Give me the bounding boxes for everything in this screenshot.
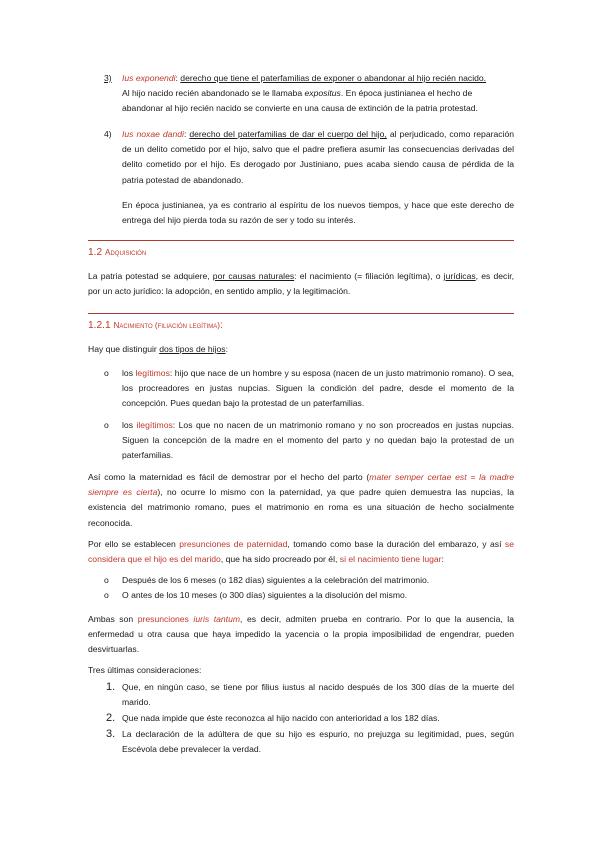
section-heading-1-2 [88, 245, 514, 260]
bullet-icon: o [104, 590, 109, 600]
term-iuris-tantum: iuris tantum [193, 614, 241, 624]
item-4-definition: derecho del paterfamilias de dar el cuerpo del hijo, [189, 129, 387, 139]
text-run: : el nacimiento (= filiación legítima), o [294, 271, 444, 281]
text-run: , es decir, por un acto jurídico: la adopción, en sentido amplio, y la legitimación. [88, 271, 515, 297]
term-ilegitimos: ilegítimos [136, 420, 173, 430]
acquisition-paragraph [88, 269, 514, 299]
section-number: 1.2.1 [88, 320, 111, 331]
text-run: Así como la maternidad es fácil de demostrar por el hecho del parto ( [88, 472, 370, 482]
bullet-icon: o [104, 368, 109, 378]
juridical-causes: jurídicas [443, 271, 476, 281]
intro-line [88, 342, 514, 357]
consideration-3: La declaración de la adúltera de que su hijo es espurio, no prejuzga su legitimidad, pues, según Escévola debe prevalecer la verdad. [122, 729, 514, 755]
term-legitimos: legítimos [135, 368, 170, 378]
item-3-paragraph [122, 71, 514, 117]
term-presunciones: presunciones de paternidad [179, 539, 288, 549]
term-presunciones: presunciones [137, 614, 194, 624]
item-4-paragraph [122, 127, 514, 188]
ordered-list-number: 1. [106, 681, 116, 693]
consideration-2: Que nada impide que éste reconozca al hijo nacido con anterioridad a los 182 días. [122, 713, 440, 723]
ordered-list-number: 3. [106, 728, 116, 740]
item-3-line2b: . En época justinianea el hecho de [340, 88, 473, 99]
text-run: los [122, 368, 136, 378]
iuris-tantum-paragraph [88, 612, 514, 658]
text-run: , es decir, admiten prueba en contrario. Por lo que la ausencia, la enfermedad u otra causa que haya impedido la yacencia o la propia imposibilidad de engendrar, pueden desvirtuarlas. [88, 614, 515, 655]
text-run: , tomando como base la duración del embarazo, y así [287, 539, 505, 549]
latin-maxim: mater semper certae est = la madre siempre es cierta [88, 472, 514, 498]
section-heading-1-2-1 [88, 318, 514, 333]
text-run: : Los que no nacen de un matrimonio romano y no son procreados en justas nupcias. Siguen la concepción de la madre en el momento del parto y no quedan bajo la protestad de un paterfamilias. [122, 420, 514, 461]
item-4-number: 4) [104, 129, 112, 139]
section-rule [88, 313, 514, 314]
text-run: La patria potestad se adquiere, [88, 271, 213, 281]
text-run: : [225, 344, 228, 354]
section-title: Nacimiento (filiación legítima) [113, 321, 220, 330]
text-run: Ambas son [88, 614, 138, 624]
section-rule [88, 240, 514, 241]
item-3-term: Ius exponendi [122, 73, 176, 83]
item-3-line2a: Al hijo nacido recién abandonado se le llamaba [122, 88, 305, 99]
text-run: : hijo que nace de un hombre y su esposa (nacen de un justo matrimonio romano). O sea, los procreadores en justas nupcias. Siguen la condición del padre, desde el momento de la concepción. Pues quedan bajo la protestad de un paterfamilias. [122, 368, 514, 409]
two-types: dos tipos de hijos [159, 344, 226, 354]
text-run: ), no ocurre lo mismo con la paternidad, ya que padre quien demuestra las nupcias, la existencia del matrimonio romano, pues el matrimonio en roma es una situación de hecho socialmente reconocida. [88, 487, 514, 528]
bullet-icon: o [104, 420, 109, 430]
item-3-number: 3) [104, 73, 112, 83]
item-3-definition: derecho que tiene el paterfamilias de exponer o abandonar al hijo recién nacido. [180, 73, 487, 83]
bullet-ilegitimos [122, 418, 514, 464]
term-nacimiento: si el nacimiento tiene lugar [339, 554, 442, 565]
item-3-expositus: expositus [304, 88, 341, 99]
item-4-term: Ius noxae dandi [122, 129, 184, 139]
condition-1: Después de los 6 meses (o 182 días) siguientes a la celebración del matrimonio. [122, 575, 430, 585]
item-4-paragraph-2: En época justinianea, ya es contrario al espíritu de los nuevos tiempos, y hace que este derecho de entrega del hijo pierda toda su razón de ser y todo su interés. [122, 200, 514, 226]
bullet-legitimos [122, 366, 514, 412]
three-considerations-heading: Tres últimas consideraciones: [88, 665, 202, 675]
bullet-icon: o [104, 575, 109, 585]
item-number [104, 71, 124, 86]
item-3-colon: : [175, 73, 178, 83]
presumptions-paragraph [88, 537, 514, 567]
item-4-colon: : [183, 129, 187, 139]
term-hijo-marido: se considera que el hijo es del marido [88, 539, 514, 565]
text-run: : [441, 554, 444, 565]
item-3-line3: abandonar al hijo recién nacido se convierte en una causa de extinción de la patria protestad. [122, 103, 478, 114]
section-colon: : [220, 320, 223, 331]
ordered-list-number: 2. [106, 712, 116, 724]
natural-causes: por causas naturales [212, 271, 295, 281]
text-run: los [122, 420, 137, 430]
text-run: Por ello se establecen [88, 539, 180, 549]
section-number: 1.2 [88, 247, 103, 258]
text-run: , que ha sido procreado por él, [220, 554, 340, 565]
condition-2: O antes de los 10 meses (o 300 días) siguientes a la disolución del mismo. [122, 590, 408, 600]
section-title: Adquisición [105, 248, 147, 257]
item-4-rest: al perjudicado, como reparación de un delito cometido por el hijo, salvo que el padre prefiera asumir las consecuencias derivadas del delito cometido por el hijo. Es derogado por Justiniano, pues acaba siendo causa de pérdida de la patria potestad de abandonado. [122, 129, 515, 185]
text-run: Hay que distinguir [88, 344, 160, 354]
maternity-paragraph [88, 470, 514, 531]
consideration-1: Que, en ningún caso, se tiene por filius iustus al nacido después de los 300 días de la muerte del marido. [122, 682, 514, 708]
